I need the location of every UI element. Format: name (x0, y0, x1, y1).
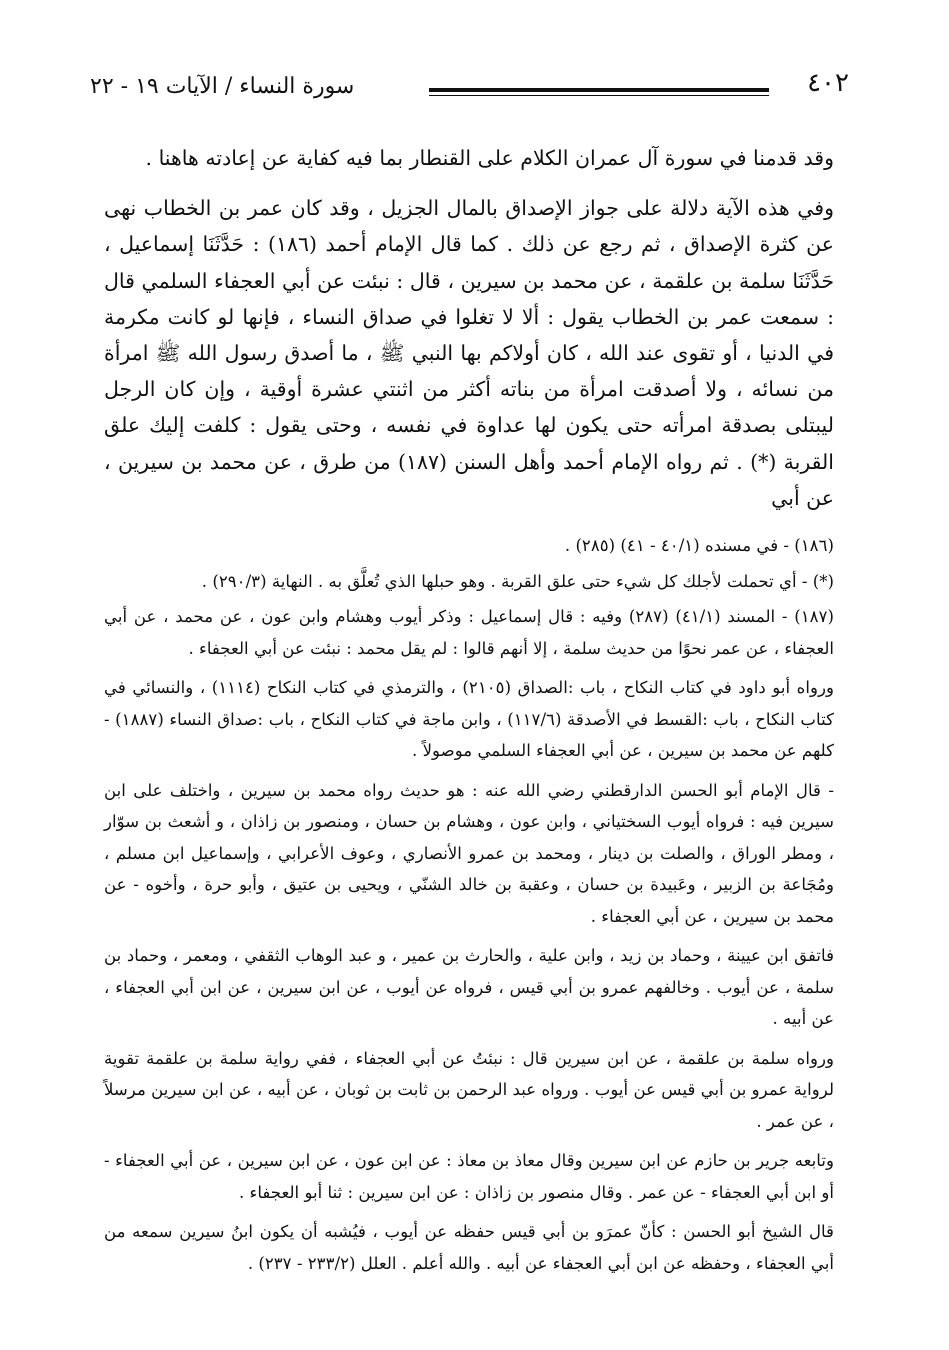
page-number: ٤٠٢ (807, 68, 849, 98)
page-content (104, 140, 834, 1287)
footnote-star: (*) - أي تحملت لأجلك كل شيء حتى علق القربة . وهو حبلها الذي تُعلَّق به . النهاية (٢٩٠/٣) . (201, 571, 834, 591)
footnote-paragraph: وتابعه جرير بن حازم عن ابن سيرين وقال معاذ بن معاذ : عن ابن عون ، عن ابن سيرين ، عن أبي العجفاء - أو ابن أبي العجفاء - عن عمر . وقال منصور بن زاذان : عن ابن سيرين : ثنا أبو العجفاء . (104, 1151, 834, 1202)
footnote-187: (١٨٧) - المسند (٤١/١) (٢٨٧) وفيه : قال إسماعيل : وذكر أيوب وهشام وابن عون ، عن محمد ، عن أبي العجفاء ، عن عمر نحوًا من حديث سلمة ، إلا أنهم قالوا : لم يقل محمد : نبئت عن أبي العجفاء . (104, 607, 834, 658)
header-rule-thin (429, 95, 769, 96)
footnote-paragraph: - قال الإمام أبو الحسن الدارقطني رضي الله عنه : هو حديث رواه محمد بن سيرين ، واختلف على ابن سيرين فيه : فرواه أيوب السختياني ، وابن عون ، وهشام بن حسان ، ومنصور بن زاذان ، و أشعث بن سوّار ، ومطر الوراق ، والصلت بن دينار ، ومحمد بن عمرو الأنصاري ، وعوف الأعرابي ، وإسماعيل ابن مسلم ، ومُجَاعة بن الزبير ، وعَبيدة بن حسان ، وعقبة بن خالد الشنّي ، ويحيى بن عتيق ، وأبو حرة ، وأخوه - عن محمد بن سيرين ، عن أبي العجفاء . (104, 780, 834, 926)
surah-title: سورة النساء / الآيات ١٩ - ٢٢ (90, 74, 355, 99)
header-rule (429, 88, 769, 92)
main-paragraph: وفي هذه الآية دلالة على جواز الإصداق بالمال الجزيل ، وقد كان عمر بن الخطاب نهى عن كثرة الإصداق ، ثم رجع عن ذلك . كما قال الإمام أحمد (١٨٦) : حَدَّثَنَا إسماعيل ، حَدَّثَنَا سلمة بن علقمة ، عن محمد بن سيرين ، قال : نبئت عن أبي العجفاء السلمي قال : سمعت عمر بن الخطاب يقول : ألا لا تغلوا في صداق النساء ، فإنها لو كانت مكرمة في الدنيا ، أو تقوى عند الله ، كان أولاكم بها النبي ﷺ ، ما أصدق رسول الله ﷺ امرأة من نسائه ، ولا أصدقت امرأة من بناته أكثر من اثنتي عشرة أوقية ، وإن كان الرجل ليبتلى بصدقة امرأته حتى يكون لها عداوة في نفسه ، وحتى يقول : كلفت إليك علق القربة (*) . ثم رواه الإمام أحمد وأهل السنن (١٨٧) من طرق ، عن محمد بن سيرين ، عن أبي (104, 196, 834, 510)
main-paragraph: وقد قدمنا في سورة آل عمران الكلام على القنطار بما فيه كفاية عن إعادته هاهنا . (145, 146, 834, 170)
footnote-paragraph: ورواه سلمة بن علقمة ، عن ابن سيرين قال : نبئتُ عن أبي العجفاء ، ففي رواية سلمة بن علقمة تقوية لرواية عمرو بن أبي قيس عن أيوب . ورواه عبد الرحمن بن ثابت بن ثوبان ، عن أبيه ، عن ابن سيرين مرسلاً ، عن عمر . (104, 1048, 834, 1131)
footnote-paragraph: قال الشيخ أبو الحسن : كأنّ عمرَو بن أبي قيس حفظه عن أيوب ، فيُشبه أن يكون ابنُ سيرين سمعه من أبي العجفاء ، وحفظه عن ابن أبي العجفاء عن أبيه . والله أعلم . العلل (٢٣٣/٢ - ٢٣٧) . (104, 1222, 834, 1273)
footnote-paragraph: ورواه أبو داود في كتاب النكاح ، باب :الصداق (٢١٠٥) ، والترمذي في كتاب النكاح (١١١٤) ، والنسائي في كتاب النكاح ، باب :القسط في الأصدقة (١١٧/٦) ، وابن ماجة في كتاب النكاح ، باب :صداق النساء (١٨٨٧) - كلهم عن محمد بن سيرين ، عن أبي العجفاء السلمي موصولاً . (104, 678, 834, 761)
footnote-paragraph: فاتفق ابن عيينة ، وحماد بن زيد ، وابن علية ، والحارث بن عمير ، و عبد الوهاب الثقفي ، ومعمر ، وحماد بن سلمة ، عن أيوب . وخالفهم عمرو بن أبي قيس ، فرواه عن أيوب ، عن ابن سيرين ، عن ابن أبي العجفاء ، عن أبيه . (104, 946, 834, 1029)
page-header (90, 66, 849, 120)
footnote-186: (١٨٦) - في مسنده (٤٠/١ - ٤١) (٢٨٥) . (564, 536, 834, 556)
footnotes (104, 530, 834, 1279)
